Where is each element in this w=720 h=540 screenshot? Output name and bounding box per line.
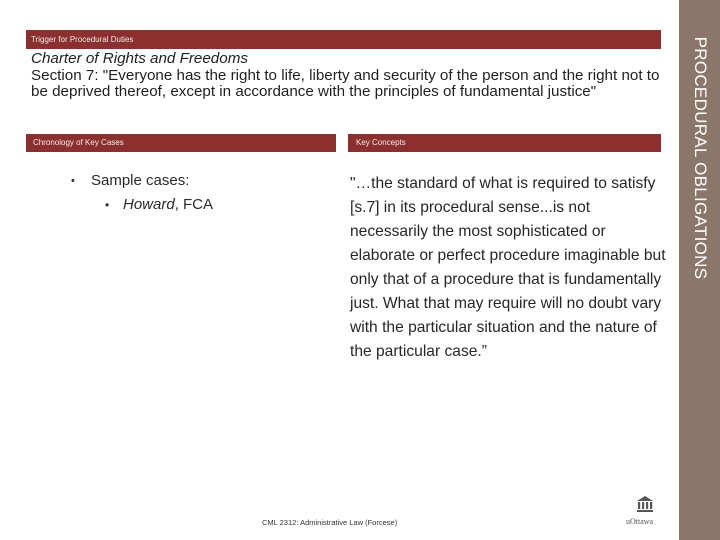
list-item <box>71 170 331 192</box>
key-concept-quote: "…the standard of what is required to satisfy [s.7] in its procedural sense...is not necessarily the most sophisticated or elaborate or perfect procedure imaginable but only that of a procedure that is fundamentally just. What that may require will no doubt vary with the particular situation and the nature of the particular case.” <box>350 175 666 360</box>
intro-text <box>31 51 663 101</box>
case-name: Howard <box>123 196 175 213</box>
slide-header: Trigger for Procedural Duties <box>26 30 661 49</box>
bullet-icon: • <box>105 198 110 212</box>
logo-text: uOttawa <box>626 517 654 526</box>
case-court: , FCA <box>174 196 214 213</box>
bullet-icon: • <box>71 175 75 187</box>
left-column-header: Chronology of Key Cases <box>26 134 336 152</box>
list-item-label: Sample cases: <box>91 172 190 189</box>
university-building-icon <box>636 495 654 513</box>
right-column-header: Key Concepts <box>348 134 661 152</box>
section-seven-text: Section 7: "Everyone has the right to life, liberty and security of the person and the right not to be deprived thereof, except in accordance with the principles of fundamental justice" <box>31 66 660 100</box>
sub-list-item <box>71 193 331 217</box>
charter-title: Charter of Rights and Freedoms <box>31 50 248 67</box>
cases-list <box>71 170 331 217</box>
footer-course: CML 2312: Administrative Law (Forcese) <box>262 518 398 527</box>
side-banner-title: PROCEDURAL OBLIGATIONS <box>691 36 710 280</box>
university-logo <box>626 495 666 531</box>
